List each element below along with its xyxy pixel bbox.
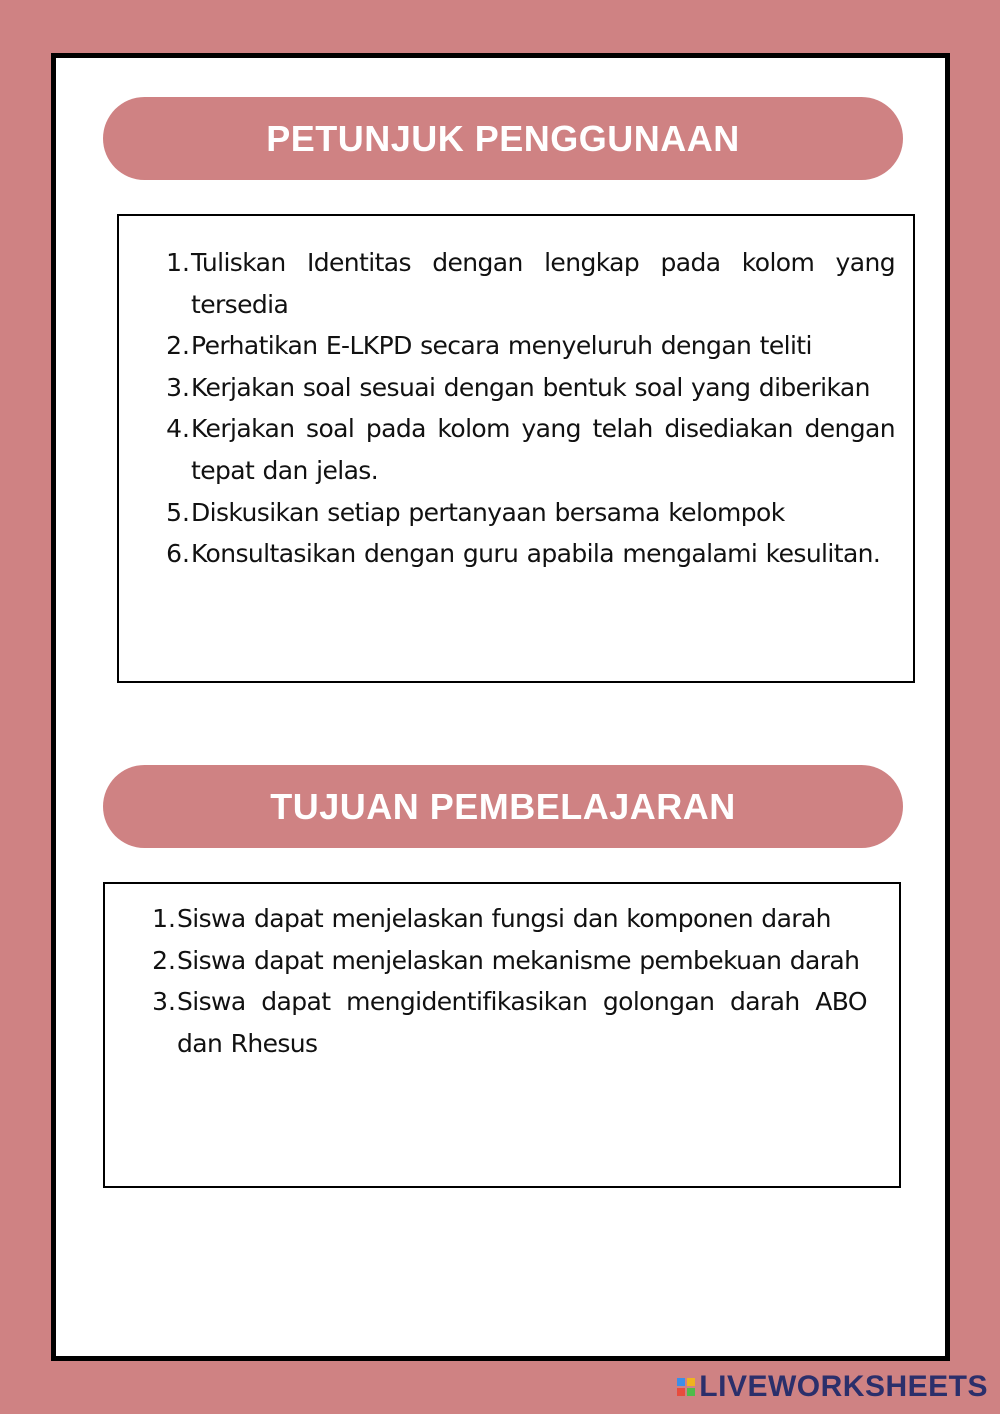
item-number: 1. — [152, 904, 176, 933]
item-number: 1. — [166, 248, 190, 277]
list-item — [161, 408, 895, 491]
item-text: Kerjakan soal pada kolom yang telah disediakan dengan tepat dan jelas. — [191, 414, 895, 485]
list-item — [147, 940, 867, 982]
item-number: 3. — [166, 372, 190, 402]
item-text: Tuliskan Identitas dengan lengkap pada kolom yang tersedia — [191, 248, 895, 319]
item-number: 4. — [166, 414, 190, 444]
item-text: Konsultasikan dengan guru apabila mengalami kesulitan. — [191, 539, 881, 569]
petunjuk-header — [103, 97, 903, 180]
petunjuk-box — [117, 214, 915, 683]
tujuan-header — [103, 765, 903, 848]
list-item — [147, 981, 867, 1064]
tujuan-box — [103, 882, 901, 1188]
item-number: 2. — [152, 945, 176, 975]
item-text: Perhatikan E-LKPD secara menyeluruh dengan teliti — [191, 331, 812, 361]
item-number: 6. — [166, 539, 190, 569]
list-item — [161, 367, 895, 409]
list-item — [161, 325, 895, 367]
liveworksheets-logo-icon — [677, 1378, 695, 1396]
list-item — [147, 898, 867, 940]
list-item — [161, 533, 895, 575]
tujuan-title: TUJUAN PEMBELAJARAN — [270, 785, 736, 827]
petunjuk-list — [161, 242, 895, 575]
item-text: Siswa dapat menjelaskan mekanisme pembekuan darah — [177, 945, 860, 975]
item-text: Siswa dapat menjelaskan fungsi dan komponen darah — [177, 904, 831, 933]
item-text: Kerjakan soal sesuai dengan bentuk soal yang diberikan — [191, 372, 870, 402]
item-number: 3. — [152, 987, 176, 1017]
item-text: Siswa dapat mengidentifikasikan golongan darah ABO dan Rhesus — [177, 987, 867, 1058]
list-item — [161, 492, 895, 534]
item-number: 5. — [166, 497, 190, 527]
worksheet-page — [51, 53, 950, 1361]
item-number: 2. — [166, 331, 190, 361]
list-item — [161, 242, 895, 325]
liveworksheets-brand[interactable] — [677, 1370, 988, 1404]
petunjuk-title: PETUNJUK PENGGUNAAN — [266, 117, 740, 159]
item-text: Diskusikan setiap pertanyaan bersama kelompok — [191, 497, 785, 527]
brand-name: LIVEWORKSHEETS — [699, 1370, 988, 1403]
tujuan-list — [147, 898, 867, 1064]
